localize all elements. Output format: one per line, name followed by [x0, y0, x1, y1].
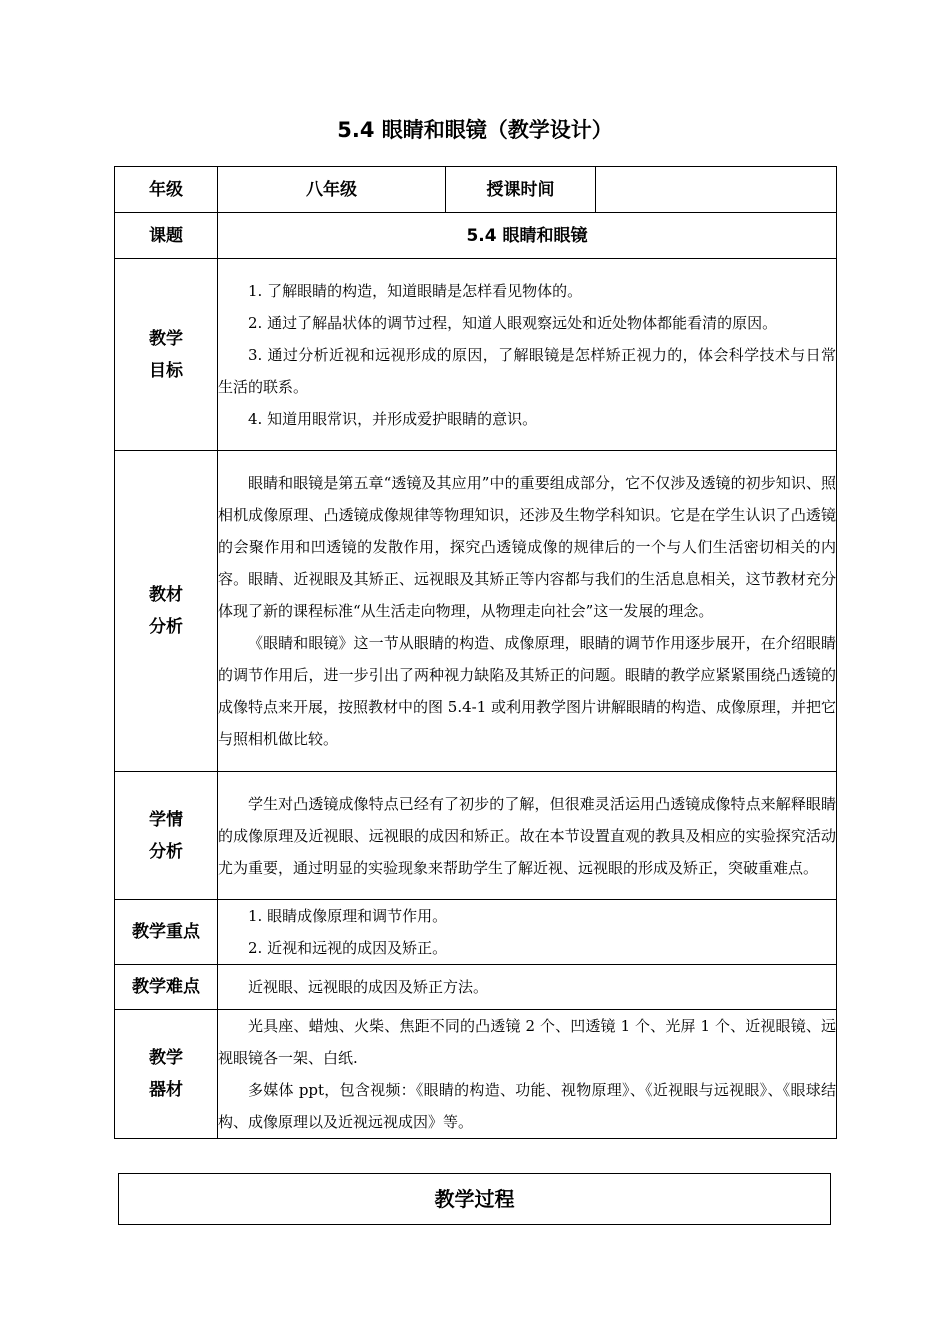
objectives-label	[115, 259, 218, 451]
class-time-value	[596, 167, 837, 213]
equipment-label-line2: 器材	[149, 1080, 183, 1100]
difficulties-row	[115, 965, 837, 1010]
objective-item: 4. 知道用眼常识，并形成爱护眼睛的意识。	[248, 409, 538, 428]
key-point-item: 2. 近视和远视的成因及矫正。	[248, 939, 448, 957]
equipment-row	[115, 1010, 837, 1139]
topic-row	[115, 213, 837, 259]
topic-value: 5.4 眼睛和眼镜	[218, 213, 837, 259]
students-label-line1: 学情	[149, 809, 183, 830]
key-point-item: 1. 眼睛成像原理和调节作用。	[248, 907, 448, 925]
difficulties-label: 教学难点	[115, 965, 218, 1010]
topic-label: 课题	[115, 213, 218, 259]
material-paragraph: 《眼睛和眼镜》这一节从眼睛的构造、成像原理，眼睛的调节作用逐步展开，在介绍眼睛的调节作用后，进一步引出了两种视力缺陷及其矫正的问题。眼睛的教学应紧紧围绕凸透镜的成像特点来开展，按照教材中的图 5.4-1 或利用教学图片讲解眼睛的构造、成像原理，并把它与照相机做比较。	[218, 634, 837, 748]
lesson-plan-table	[114, 166, 837, 1139]
equipment-content	[218, 1010, 837, 1139]
key-points-row	[115, 900, 837, 965]
students-paragraph: 学生对凸透镜成像特点已经有了初步的了解，但很难灵活运用凸透镜成像特点来解释眼睛的成像原理及近视眼、远视眼的成因和矫正。故在本节设置直观的教具及相应的实验探究活动尤为重要，通过明显的实验现象来帮助学生了解近视、远视眼的形成及矫正，突破重难点。	[218, 794, 836, 877]
equipment-label	[115, 1010, 218, 1139]
objectives-row	[115, 259, 837, 451]
equipment-paragraph: 光具座、蜡烛、火柴、焦距不同的凸透镜 2 个、凹透镜 1 个、光屏 1 个、近视眼镜、远视眼镜各一架、白纸.	[218, 1017, 836, 1067]
material-label-line1: 教材	[149, 585, 183, 605]
material-analysis-label	[115, 451, 218, 772]
material-analysis-content	[218, 451, 837, 772]
objectives-content	[218, 259, 837, 451]
student-analysis-label	[115, 772, 218, 900]
student-analysis-content	[218, 772, 837, 900]
student-analysis-row	[115, 772, 837, 900]
key-points-label: 教学重点	[115, 900, 218, 965]
material-paragraph: 眼睛和眼镜是第五章“透镜及其应用”中的重要组成部分，它不仅涉及透镜的初步知识、照相机成像原理、凸透镜成像规律等物理知识，还涉及生物学科知识。它是在学生认识了凸透镜的会聚作用和凹透镜的发散作用，探究凸透镜成像的规律后的一个与人们生活密切相关的内容。眼睛、近视眼及其矫正、远视眼及其矫正等内容都与我们的生活息息相关，这节教材充分体现了新的课程标准“从生活走向物理，从物理走向社会”这一发展的理念。	[218, 474, 836, 620]
material-analysis-row	[115, 451, 837, 772]
document-title: 5.4 眼睛和眼镜（教学设计）	[337, 118, 613, 142]
difficulties-text: 近视眼、远视眼的成因及矫正方法。	[248, 978, 489, 996]
objectives-label-line1: 教学	[149, 328, 183, 349]
difficulties-content	[218, 965, 837, 1010]
grade-row	[115, 167, 837, 213]
objective-item: 3. 通过分析近视和远视形成的原因，了解眼镜是怎样矫正视力的，体会科学技术与日常生活的联系。	[218, 345, 836, 396]
students-label-line2: 分析	[149, 841, 183, 862]
class-time-label: 授课时间	[446, 167, 596, 213]
teaching-process-heading: 教学过程	[118, 1173, 831, 1225]
material-label-line2: 分析	[149, 617, 183, 637]
key-points-content	[218, 900, 837, 965]
objectives-label-line2: 目标	[149, 360, 183, 381]
equipment-paragraph: 多媒体 ppt，包含视频：《眼睛的构造、功能、视物原理》、《近视眼与远视眼》、《眼球结构、成像原理以及近视远视成因》等。	[218, 1081, 836, 1131]
grade-value: 八年级	[218, 167, 446, 213]
objective-item: 2. 通过了解晶状体的调节过程，知道人眼观察远处和近处物体都能看清的原因。	[248, 313, 778, 332]
equipment-label-line1: 教学	[149, 1048, 183, 1068]
grade-label: 年级	[115, 167, 218, 213]
objective-item: 1. 了解眼睛的构造，知道眼睛是怎样看见物体的。	[248, 281, 583, 300]
